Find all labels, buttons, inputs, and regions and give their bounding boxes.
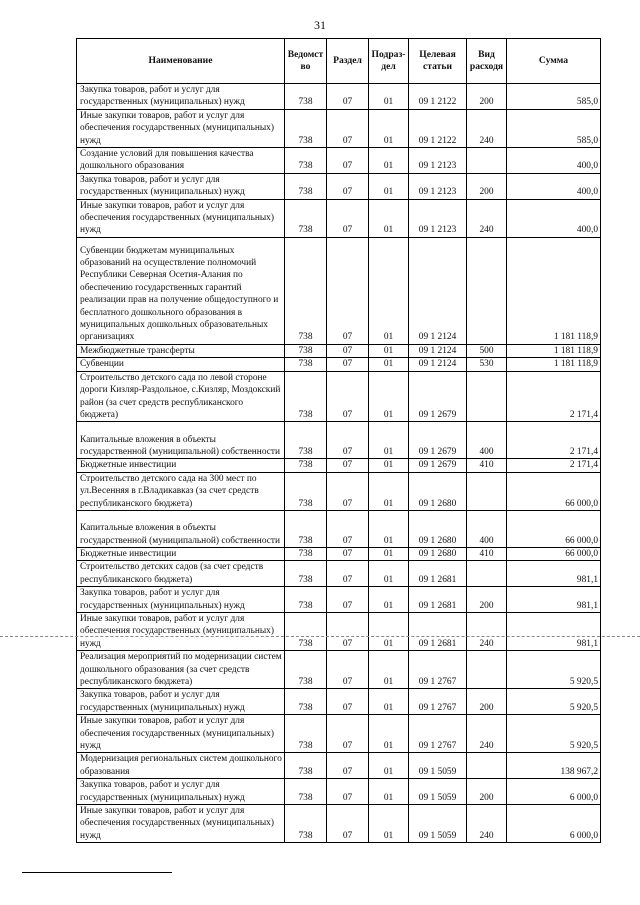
cell-section: 07 [327,612,369,650]
cell-dept: 738 [285,547,327,560]
cell-target: 09 1 5059 [409,779,467,805]
cell-sum: 400,0 [507,199,601,237]
header-name: Наименование [77,39,285,84]
cell-dept: 738 [285,371,327,422]
cell-sum: 585,0 [507,109,601,147]
cell-name: Строительство детского сада на 300 мест по ул.Весенняя в г.Владикавказ (за счет средств республиканского бюджета) [77,472,285,510]
cell-target: 09 1 2680 [409,472,467,510]
header-sum: Сумма [507,39,601,84]
cell-dept: 738 [285,587,327,613]
cell-subsection: 01 [369,237,409,344]
cell-target: 09 1 2767 [409,715,467,753]
cell-sum: 981,1 [507,612,601,650]
cell-exp-type: 400 [467,422,507,459]
cell-target: 09 1 2124 [409,237,467,344]
cell-section: 07 [327,173,369,199]
header-section: Раздел [327,39,369,84]
cell-name: Строительство детских садов (за счет средств республиканского бюджета) [77,561,285,587]
cell-exp-type [467,561,507,587]
table-row [77,689,601,715]
table-row [77,779,601,805]
cell-dept: 738 [285,109,327,147]
table-row [77,612,601,650]
cell-section: 07 [327,779,369,805]
cell-exp-type: 240 [467,715,507,753]
cell-subsection: 01 [369,173,409,199]
cell-exp-type: 200 [467,587,507,613]
table-row [77,109,601,147]
cell-exp-type: 410 [467,459,507,472]
cell-section: 07 [327,651,369,689]
cell-name: Субвенции [77,358,285,371]
cell-name: Иные закупки товаров, работ и услуг для обеспечения государственных (муниципальных) нужд [77,109,285,147]
table-row [77,199,601,237]
cell-section: 07 [327,587,369,613]
cell-sum: 981,1 [507,587,601,613]
cell-target: 09 1 2122 [409,109,467,147]
cell-name: Иные закупки товаров, работ и услуг для обеспечения государственных (муниципальных) нужд [77,715,285,753]
cell-dept: 738 [285,779,327,805]
cell-subsection: 01 [369,689,409,715]
cell-target: 09 1 5059 [409,805,467,843]
cell-name: Межбюджетные трансферты [77,344,285,357]
cell-target: 09 1 2767 [409,689,467,715]
cell-exp-type: 200 [467,779,507,805]
cell-sum: 66 000,0 [507,472,601,510]
cell-dept: 738 [285,753,327,779]
cell-exp-type [467,148,507,174]
cell-dept: 738 [285,84,327,110]
cell-exp-type [467,237,507,344]
cell-exp-type: 200 [467,689,507,715]
cell-name: Реализация мероприятий по модернизации систем дошкольного образования (за счет средств республиканского бюджета) [77,651,285,689]
header-exp-type: Вид расходя [467,39,507,84]
cell-section: 07 [327,689,369,715]
cell-dept: 738 [285,472,327,510]
cell-dept: 738 [285,805,327,843]
cell-dept: 738 [285,237,327,344]
header-target: Целевая статьи [409,39,467,84]
cell-target: 09 1 2681 [409,561,467,587]
cell-section: 07 [327,472,369,510]
cell-sum: 2 171,4 [507,459,601,472]
cell-subsection: 01 [369,547,409,560]
cell-target: 09 1 2123 [409,199,467,237]
cell-sum: 2 171,4 [507,371,601,422]
cell-section: 07 [327,237,369,344]
cell-target: 09 1 5059 [409,753,467,779]
cell-name: Закупка товаров, работ и услуг для государственных (муниципальных) нужд [77,689,285,715]
cell-name: Иные закупки товаров, работ и услуг для обеспечения государственных (муниципальных) нужд [77,199,285,237]
cell-subsection: 01 [369,651,409,689]
cell-subsection: 01 [369,715,409,753]
cell-name: Закупка товаров, работ и услуг для государственных (муниципальных) нужд [77,779,285,805]
cell-target: 09 1 2680 [409,547,467,560]
cell-name: Закупка товаров, работ и услуг для государственных (муниципальных) нужд [77,84,285,110]
cell-sum: 981,1 [507,561,601,587]
table-row [77,587,601,613]
cell-sum: 66 000,0 [507,547,601,560]
cell-exp-type: 240 [467,612,507,650]
header-dept: Ведомст во [285,39,327,84]
cell-sum: 6 000,0 [507,779,601,805]
footnote-rule [22,872,172,873]
cell-section: 07 [327,753,369,779]
cell-dept: 738 [285,561,327,587]
table-row [77,561,601,587]
table-row [77,148,601,174]
cell-dept: 738 [285,422,327,459]
table-row [77,344,601,357]
cell-sum: 400,0 [507,173,601,199]
cell-target: 09 1 2122 [409,84,467,110]
table-body [77,84,601,843]
cell-dept: 738 [285,344,327,357]
cell-name: Строительство детского сада по левой стороне дороги Кизляр-Раздольное, с.Кизляр, Моздокский район (за счет средств республиканского бюджета) [77,371,285,422]
table-row [77,472,601,510]
cell-exp-type [467,371,507,422]
cell-subsection: 01 [369,587,409,613]
cell-subsection: 01 [369,148,409,174]
cell-exp-type: 200 [467,84,507,110]
table-row [77,510,601,547]
table-row [77,422,601,459]
table-row [77,371,601,422]
cell-section: 07 [327,109,369,147]
cell-sum: 6 000,0 [507,805,601,843]
cell-target: 09 1 2679 [409,371,467,422]
cell-name: Иные закупки товаров, работ и услуг для обеспечения государственных (муниципальных) нужд [77,612,285,650]
cell-sum: 400,0 [507,148,601,174]
cell-exp-type [467,753,507,779]
table-row [77,753,601,779]
table-header-row [77,39,601,84]
cell-name: Создание условий для повышения качества дошкольного образования [77,148,285,174]
cell-section: 07 [327,199,369,237]
cell-section: 07 [327,547,369,560]
budget-table [76,38,601,843]
cell-dept: 738 [285,510,327,547]
cell-name: Субвенции бюджетам муниципальных образований на осуществление полномочий Республики Северная Осетия-Алания по обеспечению государственных гарантий реализации прав на получение общедоступного и бесплатного дошкольного образования в муниципальных дошкольных образовательных организациях [77,237,285,344]
cell-sum: 138 967,2 [507,753,601,779]
cell-target: 09 1 2679 [409,422,467,459]
table-row [77,715,601,753]
cell-target: 09 1 2681 [409,612,467,650]
cell-target: 09 1 2124 [409,358,467,371]
cell-name: Бюджетные инвестиции [77,459,285,472]
cell-dept: 738 [285,148,327,174]
cell-section: 07 [327,561,369,587]
cell-dept: 738 [285,173,327,199]
cell-subsection: 01 [369,753,409,779]
cell-dept: 738 [285,459,327,472]
cell-name: Капитальные вложения в объекты государственной (муниципальной) собственности [77,510,285,547]
table-row [77,805,601,843]
table-row [77,459,601,472]
cell-exp-type: 500 [467,344,507,357]
scan-dashed-line [0,636,640,637]
cell-exp-type: 240 [467,199,507,237]
cell-subsection: 01 [369,199,409,237]
cell-sum: 2 171,4 [507,422,601,459]
cell-section: 07 [327,344,369,357]
table-row [77,651,601,689]
cell-exp-type: 240 [467,805,507,843]
cell-name: Капитальные вложения в объекты государственной (муниципальной) собственности [77,422,285,459]
cell-subsection: 01 [369,358,409,371]
cell-section: 07 [327,715,369,753]
cell-section: 07 [327,84,369,110]
cell-exp-type: 200 [467,173,507,199]
cell-dept: 738 [285,612,327,650]
table-row [77,358,601,371]
cell-target: 09 1 2124 [409,344,467,357]
cell-sum: 5 920,5 [507,715,601,753]
cell-subsection: 01 [369,371,409,422]
cell-name: Иные закупки товаров, работ и услуг для обеспечения государственных (муниципальных) нужд [77,805,285,843]
page-number: 31 [314,18,326,32]
cell-sum: 1 181 118,9 [507,358,601,371]
cell-subsection: 01 [369,344,409,357]
header-subsection: Подраз- дел [369,39,409,84]
cell-section: 07 [327,148,369,174]
cell-exp-type: 400 [467,510,507,547]
table-row [77,84,601,110]
cell-section: 07 [327,422,369,459]
cell-target: 09 1 2681 [409,587,467,613]
cell-sum: 585,0 [507,84,601,110]
cell-subsection: 01 [369,109,409,147]
cell-name: Закупка товаров, работ и услуг для государственных (муниципальных) нужд [77,173,285,199]
cell-target: 09 1 2680 [409,510,467,547]
cell-subsection: 01 [369,459,409,472]
cell-target: 09 1 2123 [409,148,467,174]
cell-dept: 738 [285,715,327,753]
cell-subsection: 01 [369,472,409,510]
table-row [77,547,601,560]
cell-sum: 5 920,5 [507,651,601,689]
cell-subsection: 01 [369,805,409,843]
cell-subsection: 01 [369,422,409,459]
cell-subsection: 01 [369,84,409,110]
cell-name: Бюджетные инвестиции [77,547,285,560]
cell-subsection: 01 [369,561,409,587]
cell-target: 09 1 2679 [409,459,467,472]
cell-sum: 1 181 118,9 [507,237,601,344]
cell-sum: 5 920,5 [507,689,601,715]
cell-target: 09 1 2123 [409,173,467,199]
cell-section: 07 [327,358,369,371]
cell-exp-type [467,651,507,689]
cell-exp-type: 410 [467,547,507,560]
cell-exp-type: 240 [467,109,507,147]
cell-subsection: 01 [369,779,409,805]
table-row [77,173,601,199]
cell-dept: 738 [285,199,327,237]
cell-subsection: 01 [369,510,409,547]
cell-dept: 738 [285,358,327,371]
table-row [77,237,601,344]
cell-section: 07 [327,459,369,472]
cell-sum: 1 181 118,9 [507,344,601,357]
cell-dept: 738 [285,689,327,715]
cell-name: Закупка товаров, работ и услуг для государственных (муниципальных) нужд [77,587,285,613]
cell-section: 07 [327,371,369,422]
cell-section: 07 [327,805,369,843]
cell-dept: 738 [285,651,327,689]
cell-exp-type: 530 [467,358,507,371]
cell-target: 09 1 2767 [409,651,467,689]
cell-section: 07 [327,510,369,547]
cell-subsection: 01 [369,612,409,650]
cell-name: Модернизация региональных систем дошкольного образования [77,753,285,779]
cell-exp-type [467,472,507,510]
cell-sum: 66 000,0 [507,510,601,547]
